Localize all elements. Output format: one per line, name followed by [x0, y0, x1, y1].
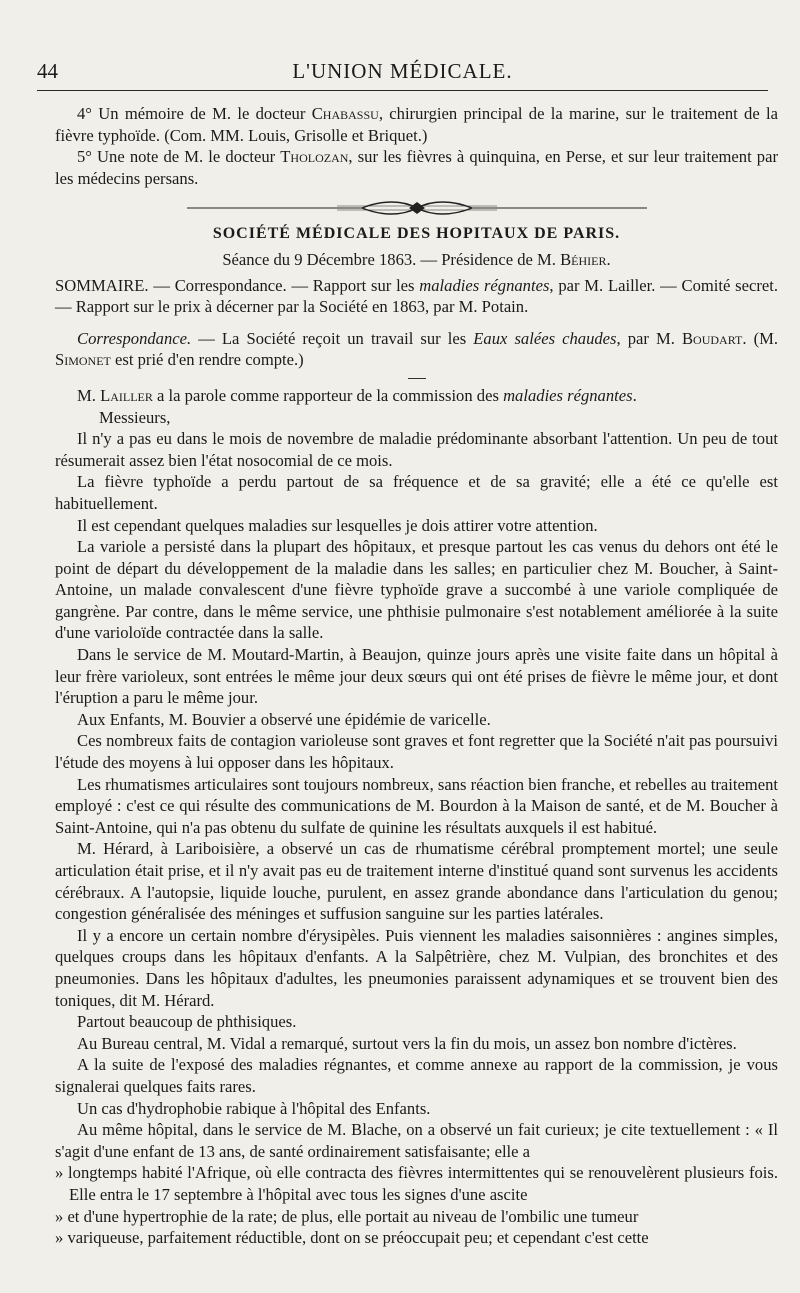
running-head [37, 56, 768, 91]
report-paragraph: La variole a persisté dans la plupart des hôpitaux, et presque partout les cas venus du dehors ont été le point de départ du développement de la maladie dans les salles; en particulier chez M. Boucher, à Saint-Antoine, un malade convalescent d'une fièvre typhoïde grave a succombé à une variole compliquée de gangrène. Par contre, dans le même service, une phthisie pulmonaire s'est notablement améliorée à la suite d'une varioloïde contractée dans la salle. [55, 537, 778, 643]
correspondance-label: Correspondance. [77, 328, 192, 348]
report-paragraph: Les rhumatismes articulaires sont toujours nombreux, sans réaction bien franche, et rebelles au traitement employé : c'est ce qui résulte des communications de M. Bourdon à la Maison de santé, et de M. Boucher à Saint-Antoine, qui n'a pas obtenu du sulfate de quinine les résultats auxquels il est habitué. [55, 774, 778, 837]
seance-line: Séance du 9 Décembre 1863. — Présidence de M. Béhier. [222, 249, 611, 269]
report-paragraph: Partout beaucoup de phthisiques. [77, 1012, 297, 1032]
president-name: Béhier [560, 249, 607, 269]
short-separator [408, 378, 426, 379]
ornamental-rule [187, 199, 647, 217]
author-name: Chabassu [311, 104, 379, 123]
society-heading: SOCIÉTÉ MÉDICALE DES HOPITAUX DE PARIS. [212, 225, 621, 243]
sommaire: SOMMAIRE. — Correspondance. — Rapport sur les maladies régnantes, par M. Lailler. — Comité secret. — Rapport sur le prix à décerner par la Société en 1863, par M. Potain. [55, 275, 778, 317]
correspondance-paragraph: Correspondance. — La Société reçoit un travail sur les Eaux salées chaudes, par M. Boudart. (M. Simonet est prié d'en rendre compte.) [55, 328, 779, 370]
report-paragraph: A la suite de l'exposé des maladies régnantes, et comme annexe au rapport de la commission, je vous signalerai quelques faits rares. [55, 1055, 778, 1096]
quote-line: » longtemps habité l'Afrique, où elle contracta des fièvres intermittentes qui se renouvelèrent plusieurs fois. Elle entra le 17 septembre à l'hôpital avec tous les signes d'une ascite [55, 1163, 778, 1204]
quote-line: » et d'une hypertrophie de la rate; de plus, elle portait au niveau de l'ombilic une tumeur [55, 1206, 639, 1226]
report-paragraph: Au Bureau central, M. Vidal a remarqué, surtout vers la fin du mois, un assez bon nombre d'ictères. [77, 1033, 737, 1053]
journal-title: L'UNION MÉDICALE. [292, 59, 513, 83]
report-paragraph: Dans le service de M. Moutard-Martin, à Beaujon, quinze jours après une visite faite dans un hôpital à leur frère varioleux, sont entrées le même jour deux sœurs qui ont été prises de fièvre le même jour, et dont l'éruption a paru le même jour. [55, 645, 778, 708]
memoir-item-5: 5° Une note de M. le docteur Tholozan, sur les fièvres à quinquina, en Perse, et sur leur traitement par les médecins persans. [55, 147, 778, 188]
report-paragraph: Aux Enfants, M. Bouvier a observé une épidémie de varicelle. [77, 709, 491, 729]
report-paragraph: La fièvre typhoïde a perdu partout de sa fréquence et de sa gravité; elle a été ce qu'elle est habituellement. [55, 472, 778, 513]
quote-line: » variqueuse, parfaitement réductible, dont on se préoccupait peu; et cependant c'est cette [55, 1228, 649, 1248]
report-paragraph: Ces nombreux faits de contagion varioleuse sont graves et font regretter que la Société n'ait pas poursuivi l'étude des moyens à lui opposer dans les hôpitaux. [55, 731, 778, 773]
report-paragraphs [55, 428, 778, 1119]
report-paragraph: Il n'y a pas eu dans le mois de novembre de maladie prédominante absorbant l'attention. Un peu de tout résumerait assez bien l'état nosocomial de ce mois. [55, 429, 778, 470]
salutation: Messieurs, [99, 407, 171, 427]
page-number: 44 [37, 59, 58, 83]
report-paragraph: Un cas d'hydrophobie rabique à l'hôpital des Enfants. [77, 1098, 431, 1118]
report-paragraph: Il est cependant quelques maladies sur lesquelles je dois attirer votre attention. [77, 515, 598, 535]
memoir-item-4: 4° Un mémoire de M. le docteur Chabassu, chirurgien principal de la marine, sur le traitement de la fièvre typhoïde. (Com. MM. Louis, Grisolle et Briquet.) [55, 104, 778, 145]
quoted-case [55, 1162, 778, 1248]
report-paragraph: M. Hérard, à Lariboisière, a observé un cas de rhumatisme cérébral promptement mortel; une seule articulation était prise, et il n'y avait pas eu de traitement interne d'institué quand sont survenus les accidents cérébraux. A l'autopsie, liquide louche, purulent, en assez grande abondance dans l'articulation du genou; congestion généralisée des méninges et suffusion sanguine sur les parties latérales. [55, 839, 778, 924]
page-body [55, 103, 778, 1249]
author-name: Tholozan [280, 147, 349, 167]
rapporteur-name: Lailler [100, 385, 153, 405]
report-paragraph: Il y a encore un certain nombre d'érysipèles. Puis viennent les maladies saisonnières : angines simples, quelques croups dans les hôpitaux d'enfants. A la Salpêtrière, chez M. Vulpian, des bronchites et des pneumonies. Dans les hôpitaux d'adultes, les pneumonies paraissent adynamiques et se trouvent bien des toniques, dit M. Hérard. [55, 925, 778, 1010]
report-intro: M. Lailler a la parole comme rapporteur de la commission des maladies régnantes. [77, 385, 637, 405]
report-paragraph-last: Au même hôpital, dans le service de M. Blache, on a observé un fait curieux; je cite textuellement : « Il s'agit d'une enfant de 13 ans, de santé ordinairement satisfaisante; elle a [55, 1120, 778, 1161]
